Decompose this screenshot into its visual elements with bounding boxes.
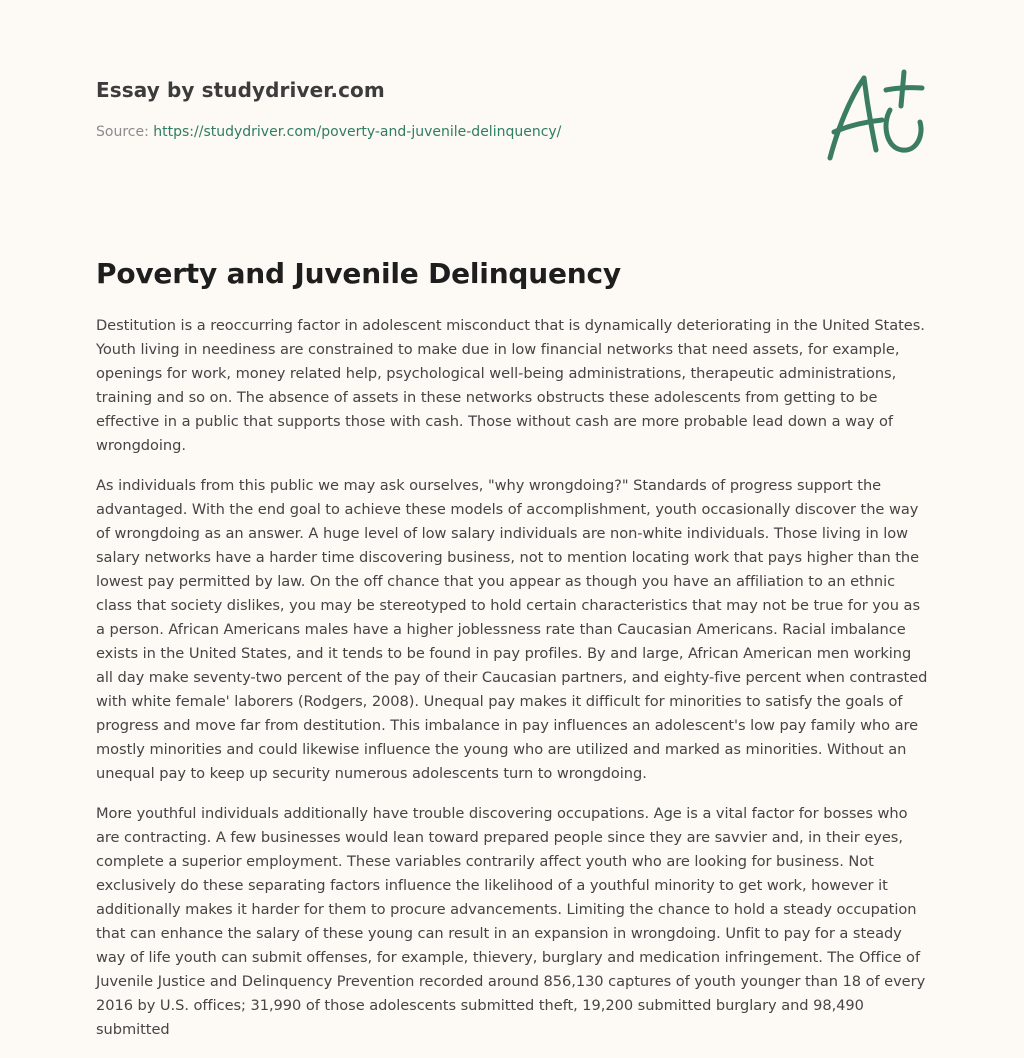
a-plus-logo-icon [820, 66, 930, 166]
source-link[interactable]: https://studydriver.com/poverty-and-juvenile-delinquency/ [153, 124, 562, 140]
site-title: Essay by studydriver.com [96, 78, 385, 102]
essay-paragraph: Destitution is a reoccurring factor in adolescent misconduct that is dynamically deteriorating in the United States. Youth living in neediness are constrained to make due in low financial networks that need assets, for example, openings for work, money related help, psychological well-being administrations, therapeutic administrations, training and so on. The absence of assets in these networks obstructs these adolescents from getting to be effective in a public that supports those with cash. Those without cash are more probable lead down a way of wrongdoing. [96, 317, 925, 454]
source-line [96, 122, 796, 142]
page-header [96, 76, 796, 142]
essay-title: Poverty and Juvenile Delinquency [96, 257, 621, 290]
essay-paragraph: More youthful individuals additionally have trouble discovering occupations. Age is a vital factor for bosses who are contracting. A few businesses would lean toward prepared people since they are savvier and, in their eyes, complete a superior employment. These variables contrarily affect youth who are looking for business. Not exclusively do these separating factors influence the likelihood of a youthful minority to get work, however it additionally makes it harder for them to procure advancements. Limiting the chance to hold a steady occupation that can enhance the salary of these young can result in an expansion in wrongdoing. Unfit to pay for a steady way of life youth can submit offenses, for example, thievery, burglary and medication infringement. The Office of Juvenile Justice and Delinquency Prevention recorded around 856,130 captures of youth younger than 18 of every 2016 by U.S. offices; 31,990 of those adolescents submitted theft, 19,200 submitted burglary and 98,490 submitted [96, 805, 926, 1038]
essay-content [96, 254, 928, 1058]
essay-paragraph: As individuals from this public we may ask ourselves, "why wrongdoing?" Standards of progress support the advantaged. With the end goal to achieve these models of accomplishment, youth occasionally discover the way of wrongdoing as an answer. A huge level of low salary individuals are non-white individuals. Those living in low salary networks have a harder time discovering business, not to mention locating work that pays higher than the lowest pay permitted by law. On the off chance that you appear as though you have an affiliation to an ethnic class that society dislikes, you may be stereotyped to hold certain characteristics that may not be true for you as a person. African Americans males have a higher joblessness rate than Caucasian Americans. Racial imbalance exists in the United States, and it tends to be found in pay profiles. By and large, African American men working all day make seventy-two percent of the pay of their Caucasian partners, and eighty-five percent when contrasted with white female' laborers (Rodgers, 2008). Unequal pay makes it difficult for minorities to satisfy the goals of progress and move far from destitution. This imbalance in pay influences an adolescent's low pay family who are mostly minorities and could likewise influence the young who are utilized and marked as minorities. Without an unequal pay to keep up security numerous adolescents turn to wrongdoing. [96, 477, 928, 782]
source-label: Source: [96, 124, 154, 140]
